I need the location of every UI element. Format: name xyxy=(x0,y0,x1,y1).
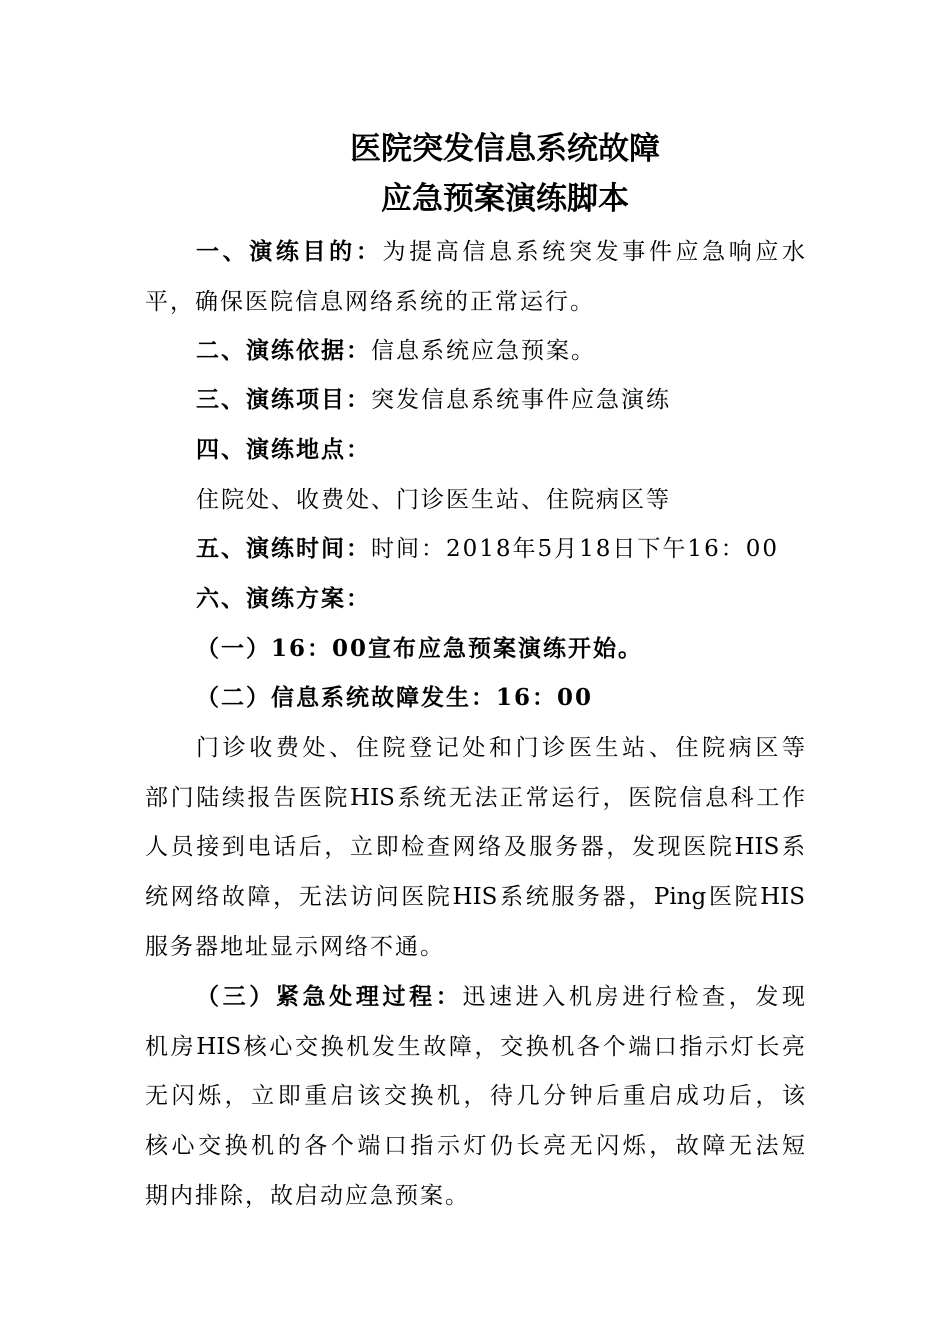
section-location xyxy=(196,434,805,466)
section-label: 四、演练地点： xyxy=(196,436,371,463)
section-plan xyxy=(196,583,805,615)
section-label: 三、演练项目： xyxy=(196,386,371,413)
plan-step2: （二）信息系统故障发生：16：00 xyxy=(196,684,594,711)
plan-step1: （一）16：00宣布应急预案演练开始。 xyxy=(196,635,644,662)
section-text: 信息系统应急预案。 xyxy=(371,338,596,364)
section-label: 六、演练方案： xyxy=(196,585,371,612)
section-text: 时间：2018年5月18日下午16：00 xyxy=(371,536,779,562)
plan-step3-text: 迅速进入机房进行检查，发现 xyxy=(462,984,806,1010)
paragraph-line: 无闪烁，立即重启该交换机，待几分钟后重启成功后，该 xyxy=(145,1083,805,1109)
paragraph-line: 核心交换机的各个端口指示灯仍长亮无闪烁，故障无法短 xyxy=(145,1133,805,1159)
section-purpose-cont: 平，确保医院信息网络系统的正常运行。 xyxy=(145,289,595,315)
section-label: 一、演练目的： xyxy=(196,238,383,265)
document-title-line2: 应急预案演练脚本 xyxy=(381,181,629,217)
section-text: 突发信息系统事件应急演练 xyxy=(371,387,671,413)
paragraph-line: 部门陆续报告医院HIS系统无法正常运行，医院信息科工作 xyxy=(145,785,805,811)
section-text: 为提高信息系统突发事件应急响应水 xyxy=(382,239,806,265)
plan-step3-label: （三）紧急处理过程： xyxy=(196,983,463,1010)
section-time xyxy=(196,533,805,565)
section-label: 二、演练依据： xyxy=(196,337,371,364)
paragraph-line: 门诊收费处、住院登记处和门诊医生站、住院病区等 xyxy=(196,735,805,761)
paragraph-line: 统网络故障，无法访问医院HIS系统服务器，Ping医院HIS xyxy=(145,884,805,910)
section-location-text: 住院处、收费处、门诊医生站、住院病区等 xyxy=(196,487,671,513)
section-purpose xyxy=(196,236,805,268)
section-label: 五、演练时间： xyxy=(196,535,371,562)
section-project xyxy=(196,384,805,416)
document-title-line1: 医院突发信息系统故障 xyxy=(350,131,660,167)
section-basis xyxy=(196,335,805,367)
paragraph-line: 人员接到电话后，立即检查网络及服务器，发现医院HIS系 xyxy=(145,834,805,860)
paragraph-line: 期内排除，故启动应急预案。 xyxy=(145,1183,470,1209)
paragraph-line: 机房HIS核心交换机发生故障，交换机各个端口指示灯长亮 xyxy=(145,1034,805,1060)
paragraph-line: 服务器地址显示网络不通。 xyxy=(145,934,445,960)
plan-step3 xyxy=(196,981,805,1013)
